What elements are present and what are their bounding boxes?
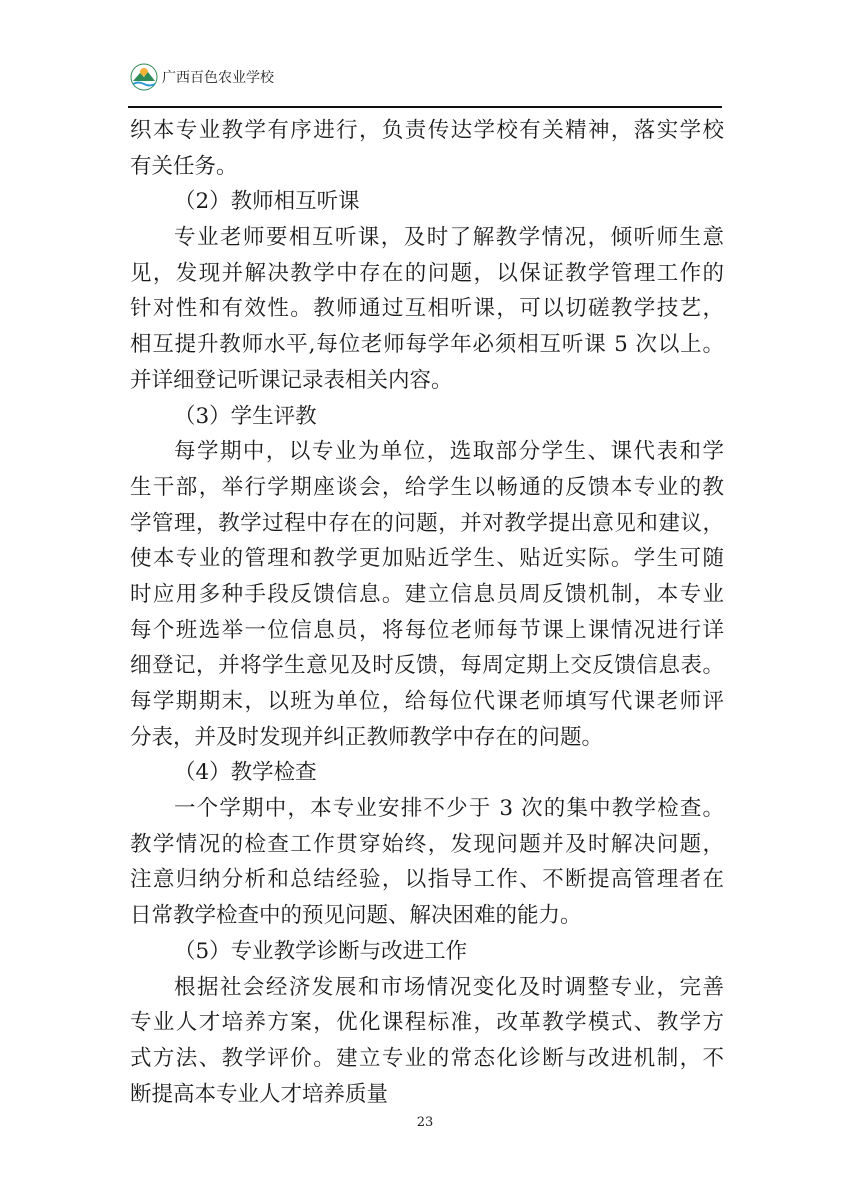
text-line: 有关任务。 xyxy=(130,153,238,179)
paragraph xyxy=(130,434,724,755)
text-line: 分表，并及时发现并纠正教师教学中存在的问题。 xyxy=(130,724,604,750)
text-line: 使本专业的管理和教学更加贴近学生、贴近实际。学生可随 xyxy=(130,546,724,572)
text-line: 学管理，教学过程中存在的问题，并对教学提出意见和建议， xyxy=(130,510,724,536)
page-header xyxy=(130,60,274,94)
text-line: 式方法、教学评价。建立专业的常态化诊断与改进机制，不 xyxy=(130,1045,724,1071)
text-line: 织本专业教学有序进行，负责传达学校有关精神，落实学校 xyxy=(130,118,724,143)
section-heading: （2）教师相互听课 xyxy=(174,189,360,215)
paragraph xyxy=(130,791,724,934)
text-line: 生干部，举行学期座谈会，给学生以畅通的反馈本专业的教 xyxy=(130,474,724,500)
text-line: 并详细登记听课记录表相关内容。 xyxy=(130,367,453,393)
header-rule xyxy=(128,106,722,108)
text-line: 每学期中，以专业为单位，选取部分学生、课代表和学 xyxy=(174,439,724,465)
section-heading: （3）学生评教 xyxy=(174,403,317,429)
text-line: 一个学期中，本专业安排不少于 3 次的集中教学检查。 xyxy=(174,796,724,822)
text-line: 每学期期末，以班为单位，给每位代课老师填写代课老师评 xyxy=(130,689,724,714)
text-line: 断提高本专业人才培养质量 xyxy=(130,1081,389,1107)
text-line: 教学情况的检查工作贯穿始终，发现问题并及时解决问题， xyxy=(130,831,724,857)
text-line: 日常教学检查中的预见问题、解决困难的能力。 xyxy=(130,903,582,929)
paragraph xyxy=(130,970,724,1113)
section-heading: （4）教学检查 xyxy=(174,760,317,786)
text-line: 细登记，并将学生意见及时反馈，每周定期上交反馈信息表。 xyxy=(130,653,724,679)
text-line: 针对性和有效性。教师通过互相听课，可以切磋教学技艺， xyxy=(130,296,724,322)
text-line: 根据社会经济发展和市场情况变化及时调整专业，完善 xyxy=(174,974,724,1000)
school-logo-icon xyxy=(130,63,158,91)
text-line: 相互提升教师水平,每位老师每学年必须相互听课 5 次以上。 xyxy=(130,332,724,358)
text-line: 注意归纳分析和总结经验，以指导工作、不断提高管理者在 xyxy=(130,867,724,893)
school-name: 广西百色农业学校 xyxy=(162,70,274,86)
document-body xyxy=(130,113,724,1112)
paragraph xyxy=(130,113,724,184)
section-heading: （5）专业教学诊断与改进工作 xyxy=(174,938,468,964)
text-line: 每个班选举一位信息员，将每位老师每节课上课情况进行详 xyxy=(130,617,724,643)
page-number: 23 xyxy=(416,1115,434,1130)
text-line: 时应用多种手段反馈信息。建立信息员周反馈机制，本专业 xyxy=(130,581,724,607)
text-line: 专业老师要相互听课，及时了解教学情况，倾听师生意 xyxy=(174,225,724,251)
text-line: 专业人才培养方案，优化课程标准，改革教学模式、教学方 xyxy=(130,1010,724,1036)
paragraph xyxy=(130,220,724,398)
text-line: 见，发现并解决教学中存在的问题，以保证教学管理工作的 xyxy=(130,260,724,286)
